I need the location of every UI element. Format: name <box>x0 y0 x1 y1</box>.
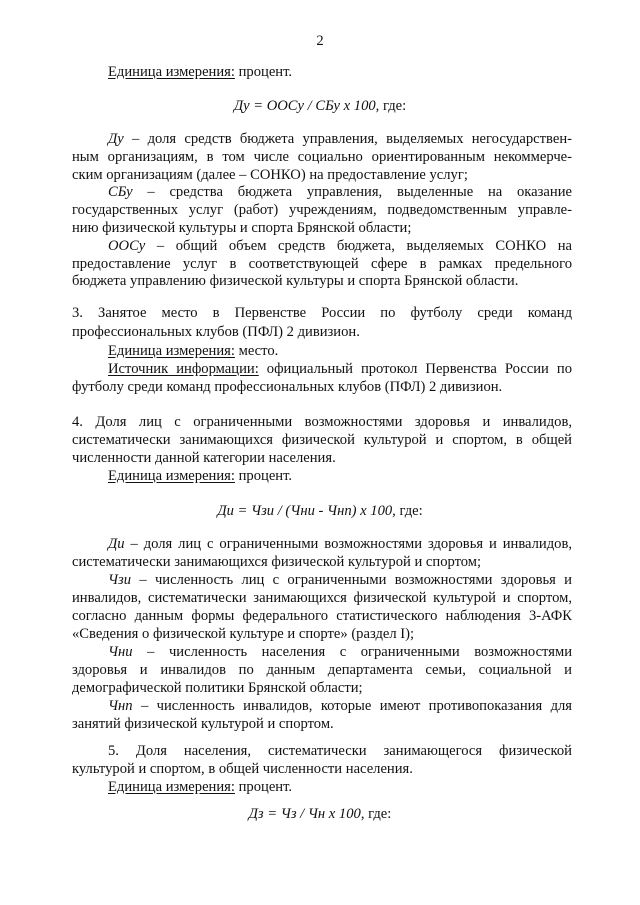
unit-label: Единица измерения: <box>108 343 235 359</box>
item-3-line-2: профессиональных клубов (ПФЛ) 2 дивизион. <box>72 324 360 340</box>
formula-expression: Ду = ООСу / СБу х 100 <box>233 98 376 114</box>
definition-line <box>108 238 572 254</box>
definition-line: «Сведения о физической культуре и спорте» (раздел I); <box>72 626 415 642</box>
definition-line: нию физической культуры и спорта Брянской области; <box>72 220 412 236</box>
formula-1 <box>0 98 640 114</box>
definition-text: – средства бюджета управления, выделенные на оказание <box>132 184 572 201</box>
definition-line: согласно данным формы федерального статистического наблюдения 3-АФК <box>72 608 572 624</box>
unit-value: процент. <box>234 779 293 795</box>
source-line-2: футболу среди команд профессиональных клубов (ПФЛ) 2 дивизион. <box>72 379 503 395</box>
formula-3 <box>0 806 640 822</box>
unit-line-5 <box>108 779 292 795</box>
page-number: 2 <box>316 33 324 49</box>
formula-expression: Ди = Чзи / (Чни - Чнп) х 100 <box>217 503 393 519</box>
definition-text: – доля средств бюджета управления, выделяемых негосударствен- <box>123 131 572 147</box>
definition-symbol: Ду <box>108 131 124 147</box>
unit-line-1 <box>108 64 292 80</box>
formula-expression: Дз = Чз / Чн х 100 <box>248 806 361 822</box>
definition-line: систематически занимающихся физической культурой и спортом; <box>72 554 482 570</box>
definition-line <box>108 572 572 588</box>
definition-symbol: Чни <box>108 644 133 660</box>
definition-line: ским организациям (далее – СОНКО) на предоставление услуг; <box>72 166 468 183</box>
unit-label: Единица измерения: <box>108 779 235 795</box>
unit-label: Единица измерения: <box>108 64 235 80</box>
formula-suffix: , где: <box>375 98 407 114</box>
unit-line-3 <box>108 343 278 359</box>
definition-text: – доля лиц с ограниченными возможностями здоровья и инвалидов, <box>124 536 572 552</box>
definition-line: государственных услуг (работ) учреждениям, подведомственным управле- <box>72 202 572 219</box>
definition-text: – численность инвалидов, которые имеют противопоказания для <box>132 698 572 714</box>
item-5-line-1: 5. Доля населения, систематически занимающегося физической <box>108 743 572 759</box>
formula-2 <box>0 503 640 519</box>
definition-line <box>108 536 572 552</box>
definition-text: – численность лиц с ограниченными возможностями здоровья и <box>131 572 572 588</box>
unit-value: место. <box>234 343 279 359</box>
definition-symbol: СБу <box>108 184 133 201</box>
definition-line: инвалидов, систематически занимающихся физической культурой и спортом, <box>72 590 572 606</box>
definition-symbol: ООСу <box>108 237 146 254</box>
source-label: Источник информации: <box>108 361 259 377</box>
unit-label: Единица измерения: <box>108 468 235 484</box>
item-4-line-2: систематически занимающихся физической культурой и спортом, в общей <box>72 432 572 448</box>
definition-line <box>108 698 572 714</box>
item-5-line-2: культурой и спортом, в общей численности населения. <box>72 761 413 777</box>
definition-line: бюджета управлению физической культуры и спорта Брянской области. <box>72 273 519 290</box>
item-4-line-1: 4. Доля лиц с ограниченными возможностями здоровья и инвалидов, <box>72 414 572 430</box>
definition-line <box>108 184 572 200</box>
source-text: официальный протокол Первенства России по <box>258 361 572 377</box>
definition-line: здоровья и инвалидов по данным департамента семьи, социальной и <box>72 662 572 678</box>
definition-line: ным организациям, в том числе социально ориентированным некоммерче- <box>72 148 572 165</box>
item-4-line-3: численности данной категории населения. <box>72 450 336 466</box>
definition-line: предоставление услуг в соответствующей сфере в рамках предельного <box>72 255 572 272</box>
definition-symbol: Чнп <box>108 698 133 714</box>
definition-line: демографической политики Брянской области; <box>72 680 363 696</box>
unit-value: процент. <box>234 64 293 80</box>
formula-suffix: , где: <box>392 503 423 519</box>
formula-suffix: , где: <box>360 806 392 822</box>
definition-symbol: Чзи <box>108 572 132 588</box>
unit-line-4 <box>108 468 292 484</box>
item-3-line-1: 3. Занятое место в Первенстве России по футболу среди команд <box>72 305 572 321</box>
definition-text: – численность населения с ограниченными возможностями <box>132 644 572 660</box>
source-line-1 <box>108 361 572 377</box>
unit-value: процент. <box>234 468 293 484</box>
definition-line <box>108 131 572 147</box>
definition-line <box>108 644 572 660</box>
definition-line: занятий физической культурой и спортом. <box>72 716 334 732</box>
definition-text: – общий объем средств бюджета, выделяемых СОНКО на <box>145 237 572 254</box>
definition-symbol: Ди <box>108 536 125 552</box>
